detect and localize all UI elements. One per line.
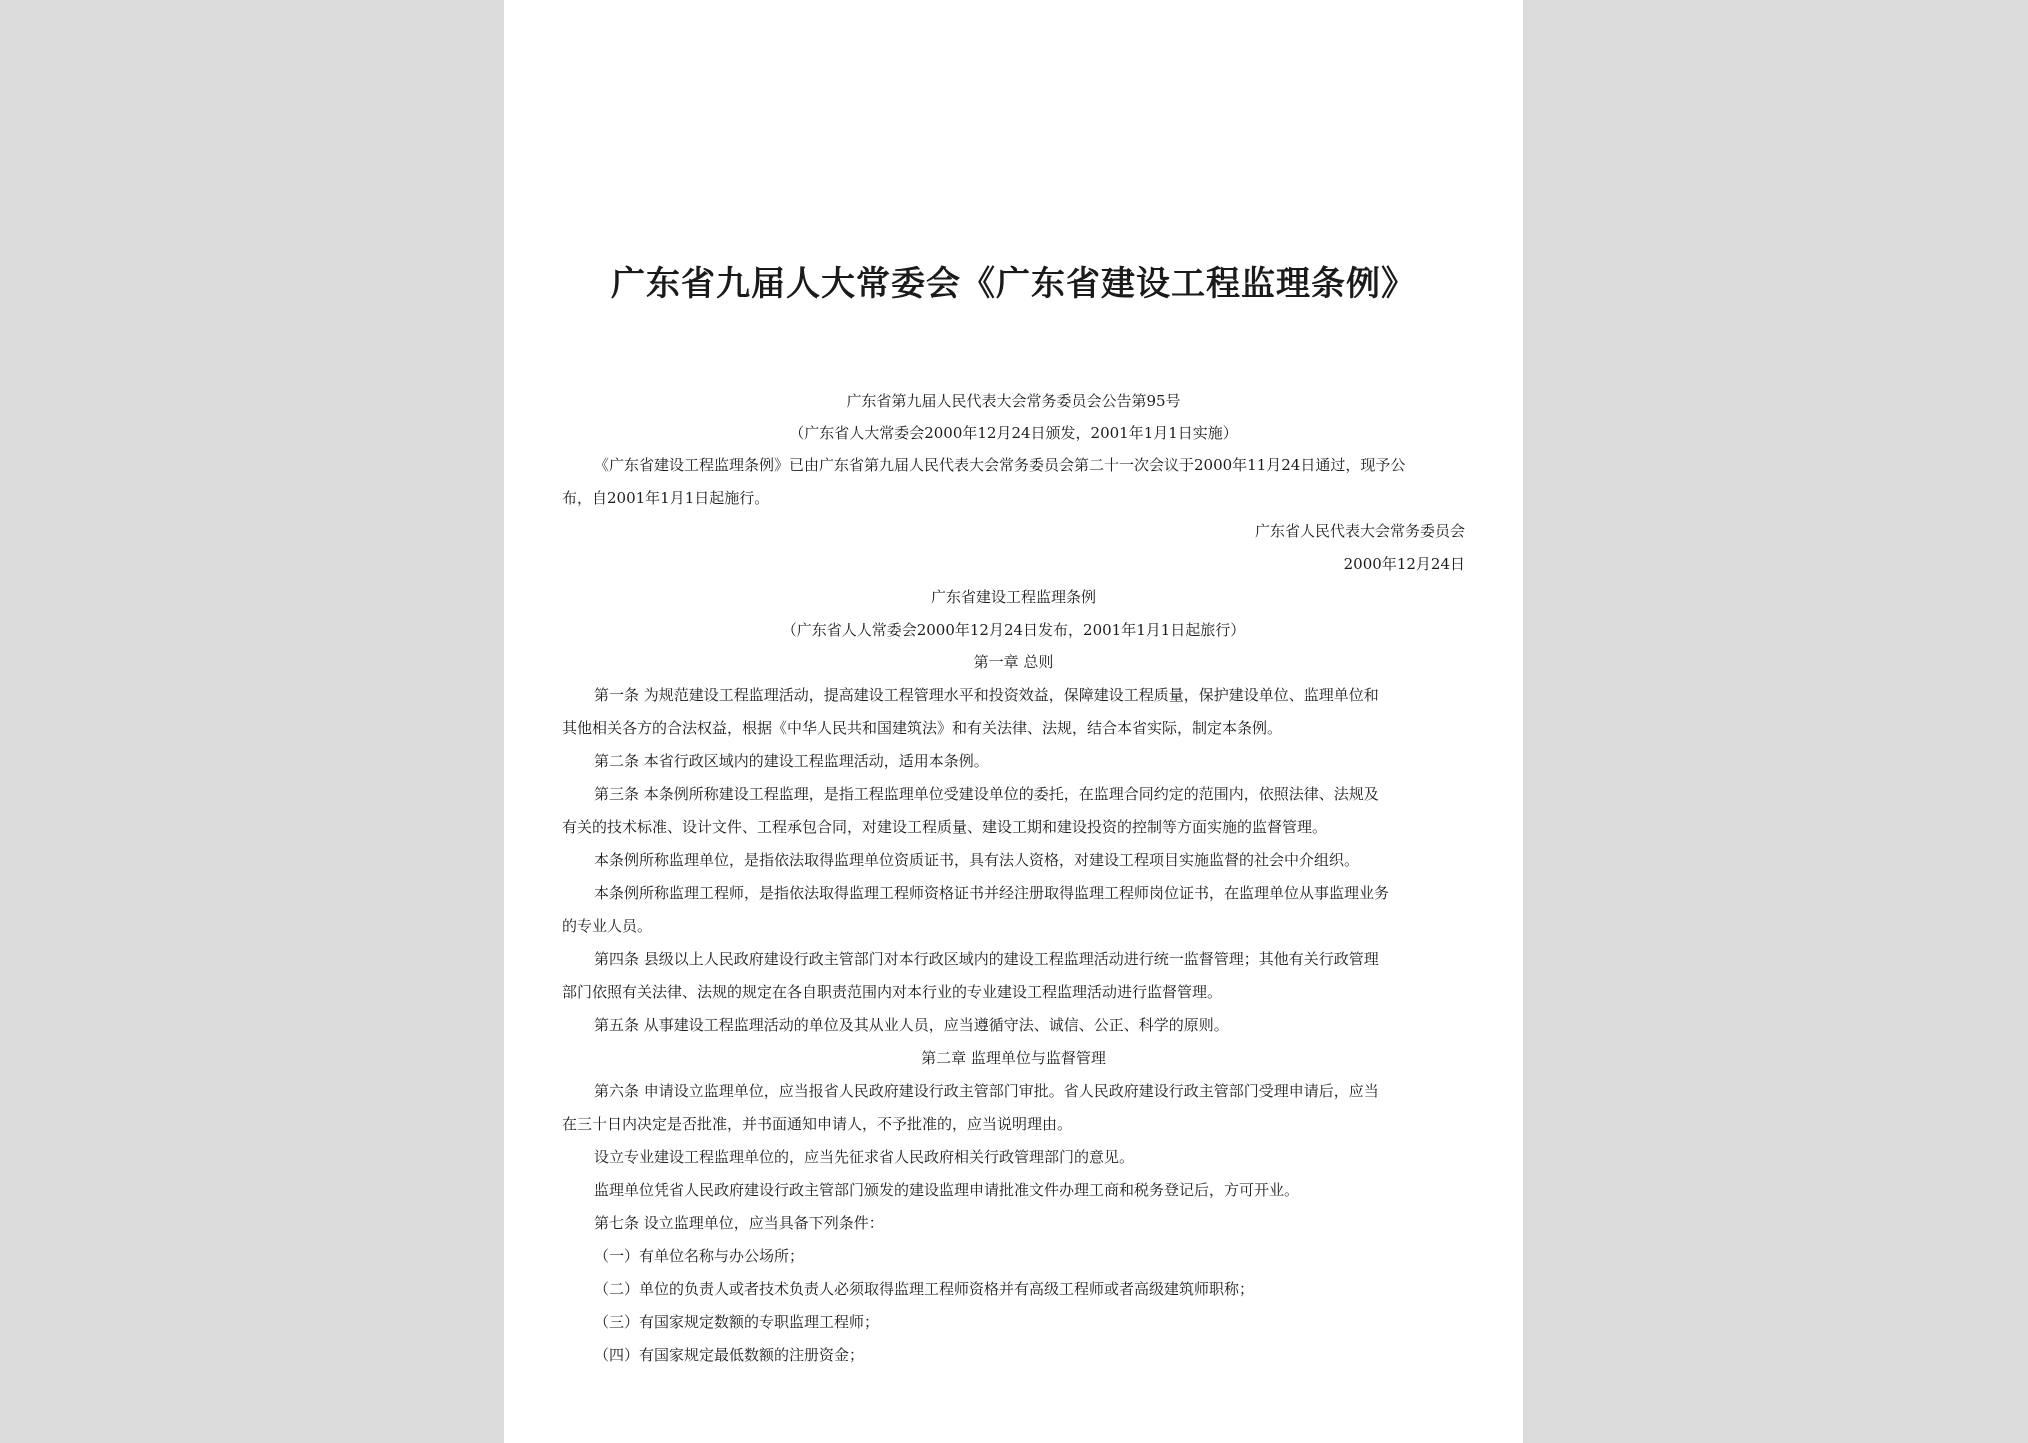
article-5: 第五条 从事建设工程监理活动的单位及其从业人员，应当遵循守法、诚信、公正、科学的原则。 [594,1016,1229,1034]
article-6-paragraph: 监理单位凭省人民政府建设行政主管部门颁发的建设监理申请批准文件办理工商和税务登记后，方可开业。 [594,1181,1300,1199]
article-6-paragraph: 设立专业建设工程监理单位的，应当先征求省人民政府相关行政管理部门的意见。 [594,1148,1135,1166]
regulation-title: 广东省建设工程监理条例 [930,588,1096,606]
article-7: 第七条 设立监理单位，应当具备下列条件： [594,1214,884,1232]
article-4-line: 第四条 县级以上人民政府建设行政主管部门对本行政区域内的建设工程监理活动进行统一监督管理；其他有关行政管理 [594,950,1379,968]
document-title: 广东省九届人大常委会《广东省建设工程监理条例》 [611,264,1416,304]
announcement-body-line: 《广东省建设工程监理条例》已由广东省第九届人民代表大会常务委员会第二十一次会议于2000年11月24日通过，现予公 [594,456,1406,474]
article-7-item: （三）有国家规定数额的专职监理工程师； [594,1313,880,1331]
article-3-line: 有关的技术标准、设计文件、工程承包合同，对建设工程质量、建设工期和建设投资的控制等方面实施的监督管理。 [562,818,1328,836]
regulation-dates: （广东省人人常委会2000年12月24日发布，2001年1月1日起旅行） [781,621,1246,639]
article-4-line: 部门依照有关法律、法规的规定在各自职责范围内对本行业的专业建设工程监理活动进行监督管理。 [562,983,1223,1001]
article-3-line: 第三条 本条例所称建设工程监理，是指工程监理单位受建设单位的委托，在监理合同约定的范围内，依照法律、法规及 [594,785,1379,803]
article-6-line: 第六条 申请设立监理单位，应当报省人民政府建设行政主管部门审批。省人民政府建设行政主管部门受理申请后，应当 [594,1082,1379,1100]
article-7-item: （一）有单位名称与办公场所； [594,1247,805,1265]
article-6-line: 在三十日内决定是否批准，并书面通知申请人，不予批准的，应当说明理由。 [562,1115,1073,1133]
announcement-issuer: 广东省人民代表大会常务委员会 [1254,522,1465,540]
article-7-item: （四）有国家规定最低数额的注册资金； [594,1346,865,1364]
article-1-line: 第一条 为规范建设工程监理活动，提高建设工程管理水平和投资效益，保障建设工程质量，保护建设单位、监理单位和 [594,686,1379,704]
chapter-heading: 第一章 总则 [973,653,1054,671]
article-1-line: 其他相关各方的合法权益，根据《中华人民共和国建筑法》和有关法律、法规，结合本省实际，制定本条例。 [562,719,1283,737]
article-2: 第二条 本省行政区域内的建设工程监理活动，适用本条例。 [594,752,989,770]
announcement-number: 广东省第九届人民代表大会常务委员会公告第95号 [846,392,1181,410]
article-7-item: （二）单位的负责人或者技术负责人必须取得监理工程师资格并有高级工程师或者高级建筑师职称； [594,1280,1255,1298]
announcement-date: 2000年12月24日 [1343,555,1465,573]
article-3-paragraph: 本条例所称监理工程师，是指依法取得监理工程师资格证书并经注册取得监理工程师岗位证书，在监理单位从事监理业务 [594,884,1390,902]
announcement-dates: （广东省人大常委会2000年12月24日颁发，2001年1月1日实施） [789,424,1238,442]
article-3-paragraph: 本条例所称监理单位，是指依法取得监理单位资质证书，具有法人资格，对建设工程项目实施监督的社会中介组织。 [594,851,1360,869]
document-page [504,0,1523,1443]
announcement-body-line: 布，自2001年1月1日起施行。 [562,489,770,507]
chapter-heading: 第二章 监理单位与监督管理 [921,1049,1106,1067]
article-3-paragraph: 的专业人员。 [562,917,653,935]
